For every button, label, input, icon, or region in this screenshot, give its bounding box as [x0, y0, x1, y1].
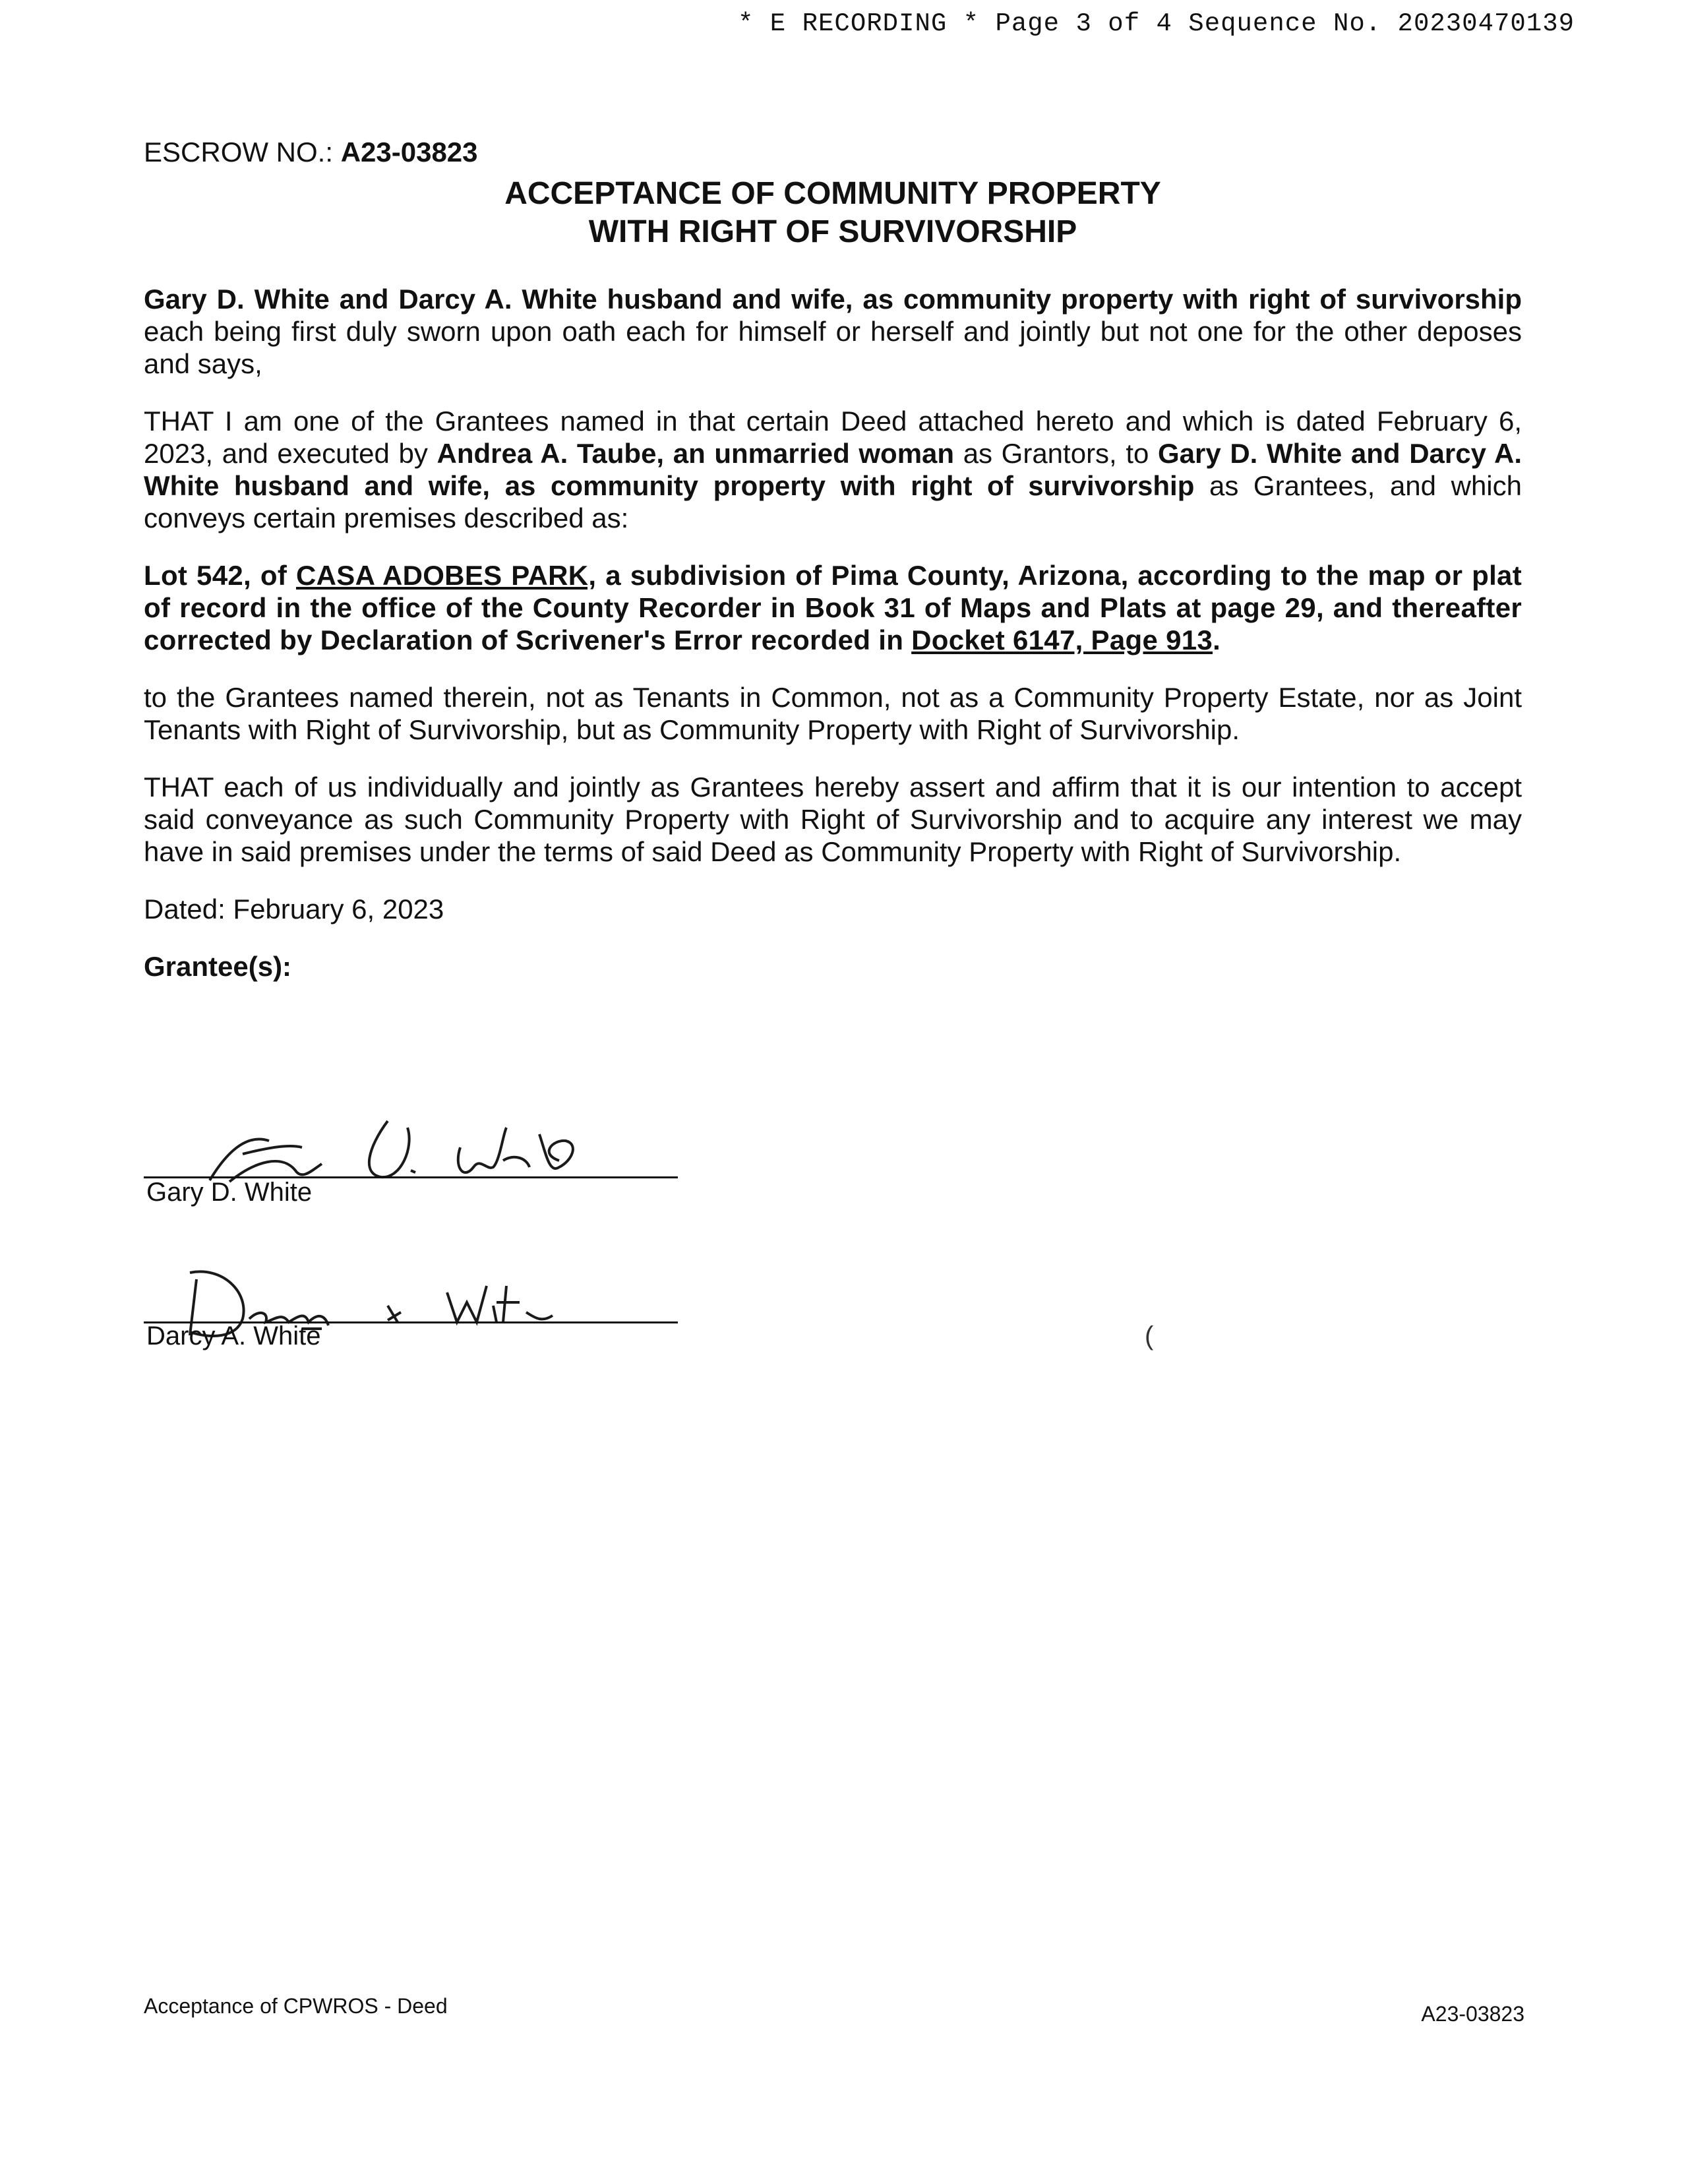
legal-description — [144, 559, 1522, 656]
escrow-label: ESCROW NO.: — [144, 136, 334, 167]
recording-header: * E RECORDING * Page 3 of 4 Sequence No. 20230470139 — [738, 9, 1575, 38]
legal-text-1: Lot 542, of — [144, 560, 287, 591]
footer-document-name: Acceptance of CPWROS - Deed — [144, 1994, 448, 2018]
title-line-2: WITH RIGHT OF SURVIVORSHIP — [588, 214, 1077, 249]
legal-text-3: . — [1213, 624, 1221, 655]
legal-text-2: a subdivision of Pima County, Arizona, according to the map or plat of record in the office of the County Recorder in Book 31 of Maps and Plats at page 29, and thereafter corrected by Declaration of Scrivener's Error recorded in — [144, 560, 1522, 655]
grantees-names: Gary D. White and Darcy A. White husband and wife, as community property with right of survivorship — [144, 438, 1522, 501]
document-title — [144, 175, 1522, 251]
deed-text-2: as Grantors, to — [963, 438, 1149, 469]
deed-text-1: THAT I am one of the Grantees named in that certain Deed attached hereto and which is dated February 6, 2023, and executed by — [144, 406, 1522, 469]
paragraph-deed-reference — [144, 405, 1522, 534]
escrow-line — [144, 136, 1522, 168]
deed-text-3: as Grantees, and which conveys certain premises described as: — [144, 470, 1522, 533]
paragraph-affirmation: THAT each of us individually and jointly as Grantees hereby assert and affirm that it is our intention to accept said conveyance as such Community Property with Right of Survivorship and to acquire any interest we may have in said premises under the terms of said Deed as Community Property with Right of Survivorship. — [144, 772, 1522, 867]
footer-escrow-number: A23-03823 — [1421, 2002, 1524, 2026]
title-line-1: ACCEPTANCE OF COMMUNITY PROPERTY — [504, 176, 1161, 211]
subdivision-name: CASA ADOBES PARK, — [296, 560, 597, 591]
grantees-label: Grantee(s): — [144, 951, 292, 982]
grantors-names: Andrea A. Taube, an unmarried woman — [437, 438, 955, 469]
affiants-text: each being first duly sworn upon oath each for himself or herself and jointly but not one for the other deposes and says, — [144, 316, 1522, 379]
stray-pen-mark: ( — [1145, 1321, 1154, 1350]
document-body — [144, 136, 1522, 983]
paragraph-affiants — [144, 283, 1522, 380]
paragraph-tenancy: to the Grantees named therein, not as Tenants in Common, not as a Community Property Estate, nor as Joint Tenants with Right of Survivorship, but as Community Property with Right of Survivorship. — [144, 682, 1522, 745]
affiants-names: Gary D. White and Darcy A. White husband and wife, as community property with right of survivorship — [144, 284, 1522, 315]
escrow-number: A23-03823 — [340, 136, 478, 167]
dated-line: Dated: February 6, 2023 — [144, 894, 444, 925]
signer-name-darcy: Darcy A. White — [146, 1321, 321, 1350]
docket-reference: Docket 6147, Page 913 — [911, 624, 1213, 655]
signer-name-gary: Gary D. White — [146, 1178, 313, 1207]
